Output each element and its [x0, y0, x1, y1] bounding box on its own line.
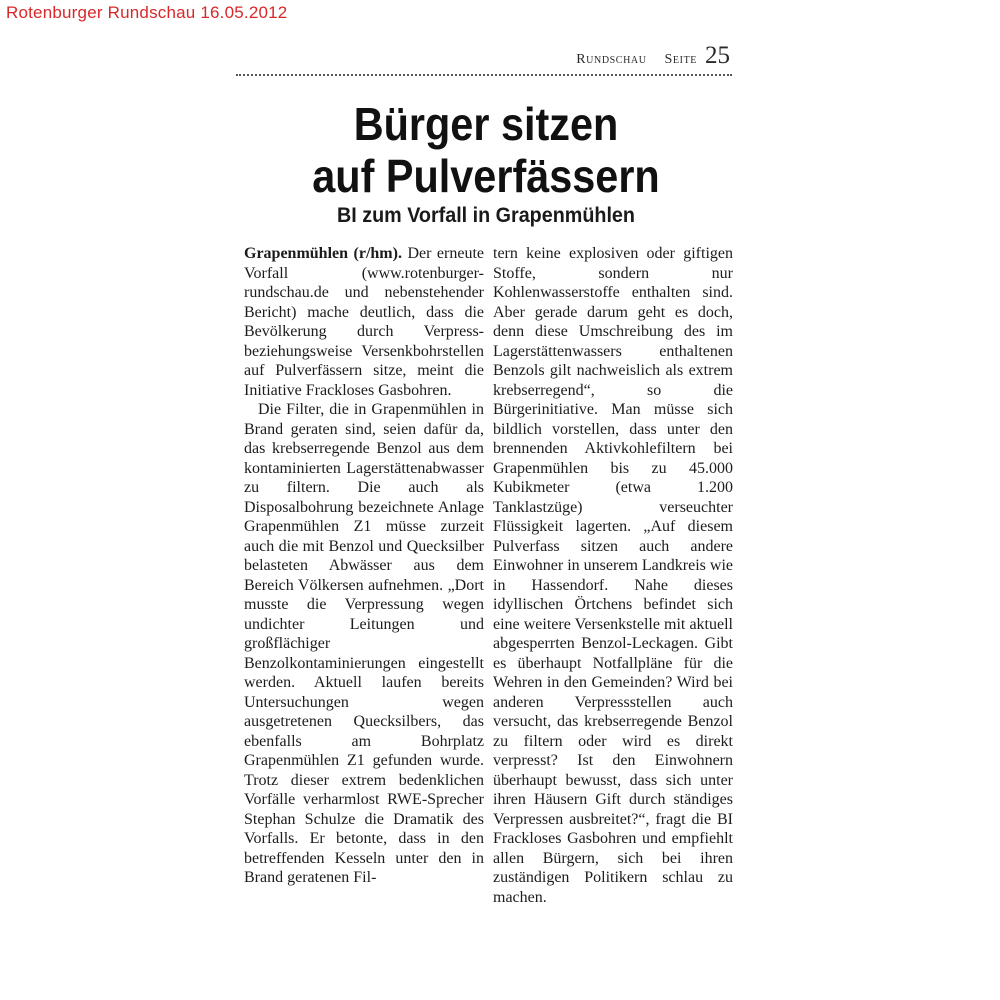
- paragraph-text: Der erneute Vorfall (www.rotenburger-rundschau.de und nebenstehender Bericht) mache deutlich, dass die Bevölkerung durch Verpress- beziehungsweise Versenkbohrstellen auf Pulverfässern sitze, meint die Initiative Frackloses Gasbohren.: [244, 245, 485, 399]
- page-number: 25: [705, 42, 730, 69]
- article-column-left: [244, 244, 484, 888]
- page-header: [236, 38, 732, 76]
- article-paragraph-3: tern keine explosiven oder giftigen Stoffe, sondern nur Kohlenwasserstoffe enthalten sind. Aber gerade darum geht es doch, denn diese Umschreibung des im Lagerstättenwassers enthaltenen Benzols gilt nachweislich als extrem krebserregend“, so die Bürgerinitiative. Man müsse sich bildlich vorstellen, dass unter den brennenden Aktivkohlefiltern bei Grapenmühlen bis zu 45.000 Kubikmeter (etwa 1.200 Tanklastzüge) verseuchter Flüssigkeit lagerten. „Auf diesem Pulverfass sitzen auch andere Einwohner in unserem Landkreis wie in Hassendorf. Nahe dieses idyllischen Örtchens befindet sich eine weitere Versenkstelle mit aktuell abgesperrten Benzol-Leckagen. Gibt es überhaupt Notfallpläne für die Wehren in den Gemeinden? Wird bei anderen Verpressstellen auch versucht, das krebserregende Benzol zu filtern oder wird es direkt verpresst? Ist den Einwohnern überhaupt bewusst, dass sich unter ihren Häusern Gift durch ständiges Verpressen ausbreitet?“, fragt die BI Frackloses Gasbohren und empfiehlt allen Bürgern, sich bei ihren zuständigen Politikern schlau zu machen.: [493, 245, 733, 906]
- article-paragraph-2: Die Filter, die in Grapenmühlen in Brand geraten sind, seien dafür da, das krebserregende Benzol aus dem kontaminierten Lagerstättenabwasser zu filtern. Die auch als Disposalbohrung bezeichnete Anlage Grapenmühlen Z1 müsse zurzeit auch die mit Benzol und Quecksilber belasteten Abwässer aus dem Bereich Völkersen aufnehmen. „Dort musste die Verpressung wegen undichter Leitungen und großflächiger Benzolkontaminierungen eingestellt werden. Aktuell laufen bereits Untersuchungen wegen ausgetretenen Quecksilbers, das ebenfalls am Bohrplatz Grapenmühlen Z1 gefunden wurde. Trotz dieser extrem bedenklichen Vorfälle verharmlost RWE-Sprecher Stephan Schulze die Dramatik des Vorfalls. Er betonte, dass in den betreffenden Kesseln unter den in Brand geratenen Fil-: [244, 401, 484, 886]
- subheadline: BI zum Vorfall in Grapenmühlen: [337, 204, 635, 227]
- headline-line-2: auf Pulverfässern: [312, 150, 660, 202]
- article-paragraph-1: [244, 244, 484, 400]
- page-word: Seite: [664, 52, 697, 67]
- section-name: Rundschau: [576, 52, 647, 67]
- article-column-right: [493, 244, 733, 907]
- headline-line-1: Bürger sitzen: [353, 98, 619, 150]
- dateline: Grapenmühlen (r/hm).: [244, 245, 402, 262]
- page-header-text: [576, 42, 730, 70]
- source-label: Rotenburger Rundschau 16.05.2012: [6, 3, 288, 22]
